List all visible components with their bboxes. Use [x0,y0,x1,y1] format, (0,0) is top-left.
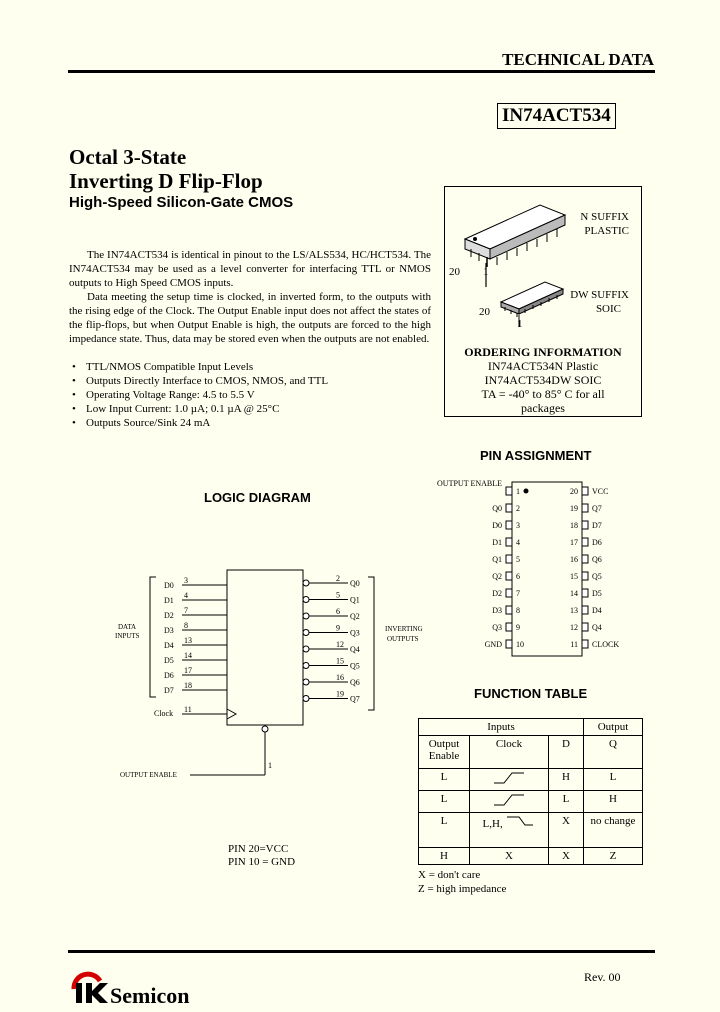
feature-item: • Outputs Directly Interface to CMOS, NMOS, and TTL [72,374,328,388]
left-pin-name: D0 [492,521,502,530]
input-pin: 18 [184,681,192,690]
pin-stub [582,538,588,546]
left-pin-number: 5 [516,555,520,564]
power-pins-note [228,843,295,869]
input-pin: 8 [184,621,188,630]
note-x: X = don't care [418,869,481,881]
dip-pin1-label: 1 [483,266,489,278]
pin-stub [582,555,588,563]
right-pin-number: 16 [570,555,578,564]
cell-oe: H [419,848,470,865]
output-pin: 6 [336,607,340,616]
pin-stub [582,606,588,614]
right-pin-number: 20 [570,487,578,496]
technical-data-heading: TECHNICAL DATA [502,50,654,69]
right-pin-number: 14 [570,589,578,598]
input-pin: 7 [184,606,188,615]
output-bubble [303,630,309,636]
clock-label: Clock [154,709,174,718]
pin-assignment-title: PIN ASSIGNMENT [480,448,592,463]
input-pin: 14 [184,651,192,660]
left-pin-name: OUTPUT ENABLE [437,479,502,488]
header-rule [68,70,655,73]
logic-diagram [110,565,430,785]
left-pin-number: 10 [516,640,524,649]
function-table [418,718,643,865]
left-pin-number: 7 [516,589,520,598]
pin-stub [506,538,512,546]
pin-stub [506,555,512,563]
pin-stub [582,521,588,529]
dw-suffix-text: DW SUFFIX [570,289,629,301]
output-bubble [303,679,309,685]
right-pin-name: D4 [592,606,602,615]
left-pin-name: Q0 [492,504,502,513]
clock-triangle [227,709,236,719]
soic-package-icon [501,282,563,327]
pin-stub [582,572,588,580]
pin1-dot [524,489,529,494]
output-bubble [303,663,309,669]
dip-package-icon [465,205,565,287]
n-suffix-label [580,210,629,238]
part-number-box: IN74ACT534 [497,103,616,129]
description-paragraph-2: Data meeting the setup time is clocked, in inverted form, to the outputs with the rising edge of the Clock. The Output Enable input does not affect the states of the flip-flops, but when Output Enable is high, the outputs are forced to the high impedance state. Thus, data may be stored even when the outputs are not enabled. [69,291,431,345]
output-bubble [303,696,309,702]
dip-pin20-label: 20 [449,266,460,278]
inverting-outputs-label-1: INVERTING [385,625,423,633]
input-name: D4 [164,641,174,650]
n-type-text: PLASTIC [584,225,629,237]
falling-edge-icon [505,815,535,827]
input-name: D0 [164,581,174,590]
pin-stub [506,623,512,631]
output-bubble [303,613,309,619]
output-bubble [303,580,309,586]
pin20-note: PIN 20=VCC [228,843,289,855]
title-line-1: Octal 3-State [69,145,187,169]
input-name: D6 [164,671,174,680]
logic-diagram-title: LOGIC DIAGRAM [204,490,311,505]
right-pin-name: D5 [592,589,602,598]
left-pin-number: 2 [516,504,520,513]
left-pin-name: GND [484,640,502,649]
left-pin-number: 1 [516,487,520,496]
input-name: D7 [164,686,174,695]
col-d: D [549,736,584,769]
right-pin-name: D6 [592,538,602,547]
output-name: Q1 [350,595,360,605]
oe-bubble [262,726,268,732]
feature-item: • Operating Voltage Range: 4.5 to 5.5 V [72,388,328,402]
left-pin-number: 8 [516,606,520,615]
note-z: Z = high impedance [418,883,507,895]
pin-stub [506,487,512,495]
cell-clock-rise-icon [470,791,549,813]
right-pin-number: 17 [570,538,578,547]
left-pin-number: 9 [516,623,520,632]
pin-stub [582,640,588,648]
soic-pin1-label: 1 [517,318,523,330]
left-pin-name: Q3 [492,623,502,632]
input-pin: 3 [184,576,188,585]
output-pin: 19 [336,689,344,699]
cell-clock [470,813,549,848]
cell-d: L [549,791,584,813]
right-pin-number: 19 [570,504,578,513]
output-group-header: Output [584,719,643,736]
input-name: D1 [164,596,174,605]
title-line-3: High-Speed Silicon-Gate CMOS [69,194,294,211]
output-name: Q2 [350,612,360,621]
soic-pin20-label: 20 [479,306,490,318]
left-pin-number: 3 [516,521,520,530]
output-pin: 15 [336,656,344,666]
pin-assignment-diagram [437,474,652,658]
cell-d: X [549,813,584,848]
ordering-dw: IN74ACT534DW SOIC [484,373,602,387]
col-output-enable: Output Enable [419,736,470,769]
title-block [69,145,263,193]
right-pin-number: 13 [570,606,578,615]
cell-clock-text: L,H, [482,818,503,830]
cell-d: H [549,769,584,791]
revision-label: Rev. 00 [584,970,621,984]
inputs-group-header: Inputs [419,719,584,736]
cell-q: no change [584,813,643,848]
left-pin-name: Q1 [492,555,502,564]
output-name: Q6 [350,678,360,687]
left-pin-number: 6 [516,572,520,581]
right-pin-name: VCC [592,487,609,496]
right-pin-number: 18 [570,521,578,530]
output-name: Q5 [350,661,360,671]
pin-stub [506,640,512,648]
cell-d: X [549,848,584,865]
cell-clock-rise-icon [470,769,549,791]
output-name: Q0 [350,579,360,588]
pin10-note: PIN 10 = GND [228,856,296,868]
ik-semicon-logo [70,963,260,1010]
right-pin-name: Q7 [592,504,602,513]
cell-oe: L [419,769,470,791]
pin-stub [582,589,588,597]
output-name: Q3 [350,628,360,638]
left-pin-name: D1 [492,538,502,547]
oe-pin: 1 [268,761,272,770]
cell-q: L [584,769,643,791]
output-pin: 9 [336,623,340,633]
input-name: D3 [164,626,174,635]
flip-flop-block [227,570,303,725]
dw-type-text: SOIC [595,303,621,315]
outputs-bracket [368,577,374,710]
input-pin: 4 [184,591,188,600]
cell-q: Z [584,848,643,865]
pin-stub [506,572,512,580]
footer-rule [68,950,655,953]
feature-item: • Low Input Current: 1.0 µA; 0.1 µA @ 25°C [72,402,328,416]
input-name: D5 [164,656,174,665]
logo-text: Semicon [110,983,190,1008]
function-table-title: FUNCTION TABLE [474,686,588,701]
cell-oe: L [419,791,470,813]
left-pin-name: Q2 [492,572,502,581]
ordering-n: IN74ACT534N Plastic [487,359,599,373]
input-pin: 13 [184,636,192,645]
feature-item: • Outputs Source/Sink 24 mA [72,416,328,430]
inverting-outputs-label-2: OUTPUTS [387,635,419,643]
pin-stub [506,589,512,597]
oe-label: OUTPUT ENABLE [120,771,177,779]
data-inputs-label-2: INPUTS [115,632,140,640]
title-line-2: Inverting D Flip-Flop [69,169,263,193]
col-clock: Clock [470,736,549,769]
right-pin-name: CLOCK [592,640,620,649]
right-pin-number: 15 [570,572,578,581]
input-pin: 17 [184,666,192,675]
output-bubble [303,646,309,652]
pin-stub [506,606,512,614]
description-paragraph-1: The IN74ACT534 is identical in pinout to the LS/ALS534, HC/HCT534. The IN74ACT534 may be used as a level converter for interfacing TTL or NMOS outputs to High Speed CMOS inputs. [69,249,431,289]
package-box [444,186,642,417]
right-pin-name: Q5 [592,572,602,581]
cell-q: H [584,791,643,813]
pin-stub [582,504,588,512]
output-bubble [303,597,309,603]
ordering-information [445,345,641,415]
right-pin-name: Q4 [592,623,602,632]
pin-stub [506,521,512,529]
left-pin-name: D2 [492,589,502,598]
clock-pin: 11 [184,705,192,714]
left-pin-name: D3 [492,606,502,615]
ordering-title: ORDERING INFORMATION [464,345,622,359]
output-pin: 2 [336,574,340,583]
output-name: Q7 [350,694,360,704]
output-pin: 5 [336,590,340,600]
pin-stub [506,504,512,512]
cell-oe: L [419,813,470,848]
right-pin-number: 12 [570,623,578,632]
data-inputs-label-1: DATA [118,623,137,631]
dw-suffix-label [570,288,629,316]
feature-item: • TTL/NMOS Compatible Input Levels [72,360,328,374]
inputs-bracket [150,577,156,697]
output-pin: 16 [336,673,344,682]
col-q: Q [584,736,643,769]
pin-stub [582,623,588,631]
pin-stub [582,487,588,495]
ordering-temp: TA = -40° to 85° C for all packages [481,387,605,415]
function-table-notes [418,868,506,896]
right-pin-name: D7 [592,521,602,530]
feature-list [72,360,328,430]
right-pin-name: Q6 [592,555,602,564]
right-pin-number: 11 [570,640,578,649]
output-name: Q4 [350,645,360,654]
cell-clock: X [470,848,549,865]
n-suffix-text: N SUFFIX [580,211,629,223]
left-pin-number: 4 [516,538,520,547]
input-name: D2 [164,611,174,620]
output-pin: 12 [336,640,344,649]
